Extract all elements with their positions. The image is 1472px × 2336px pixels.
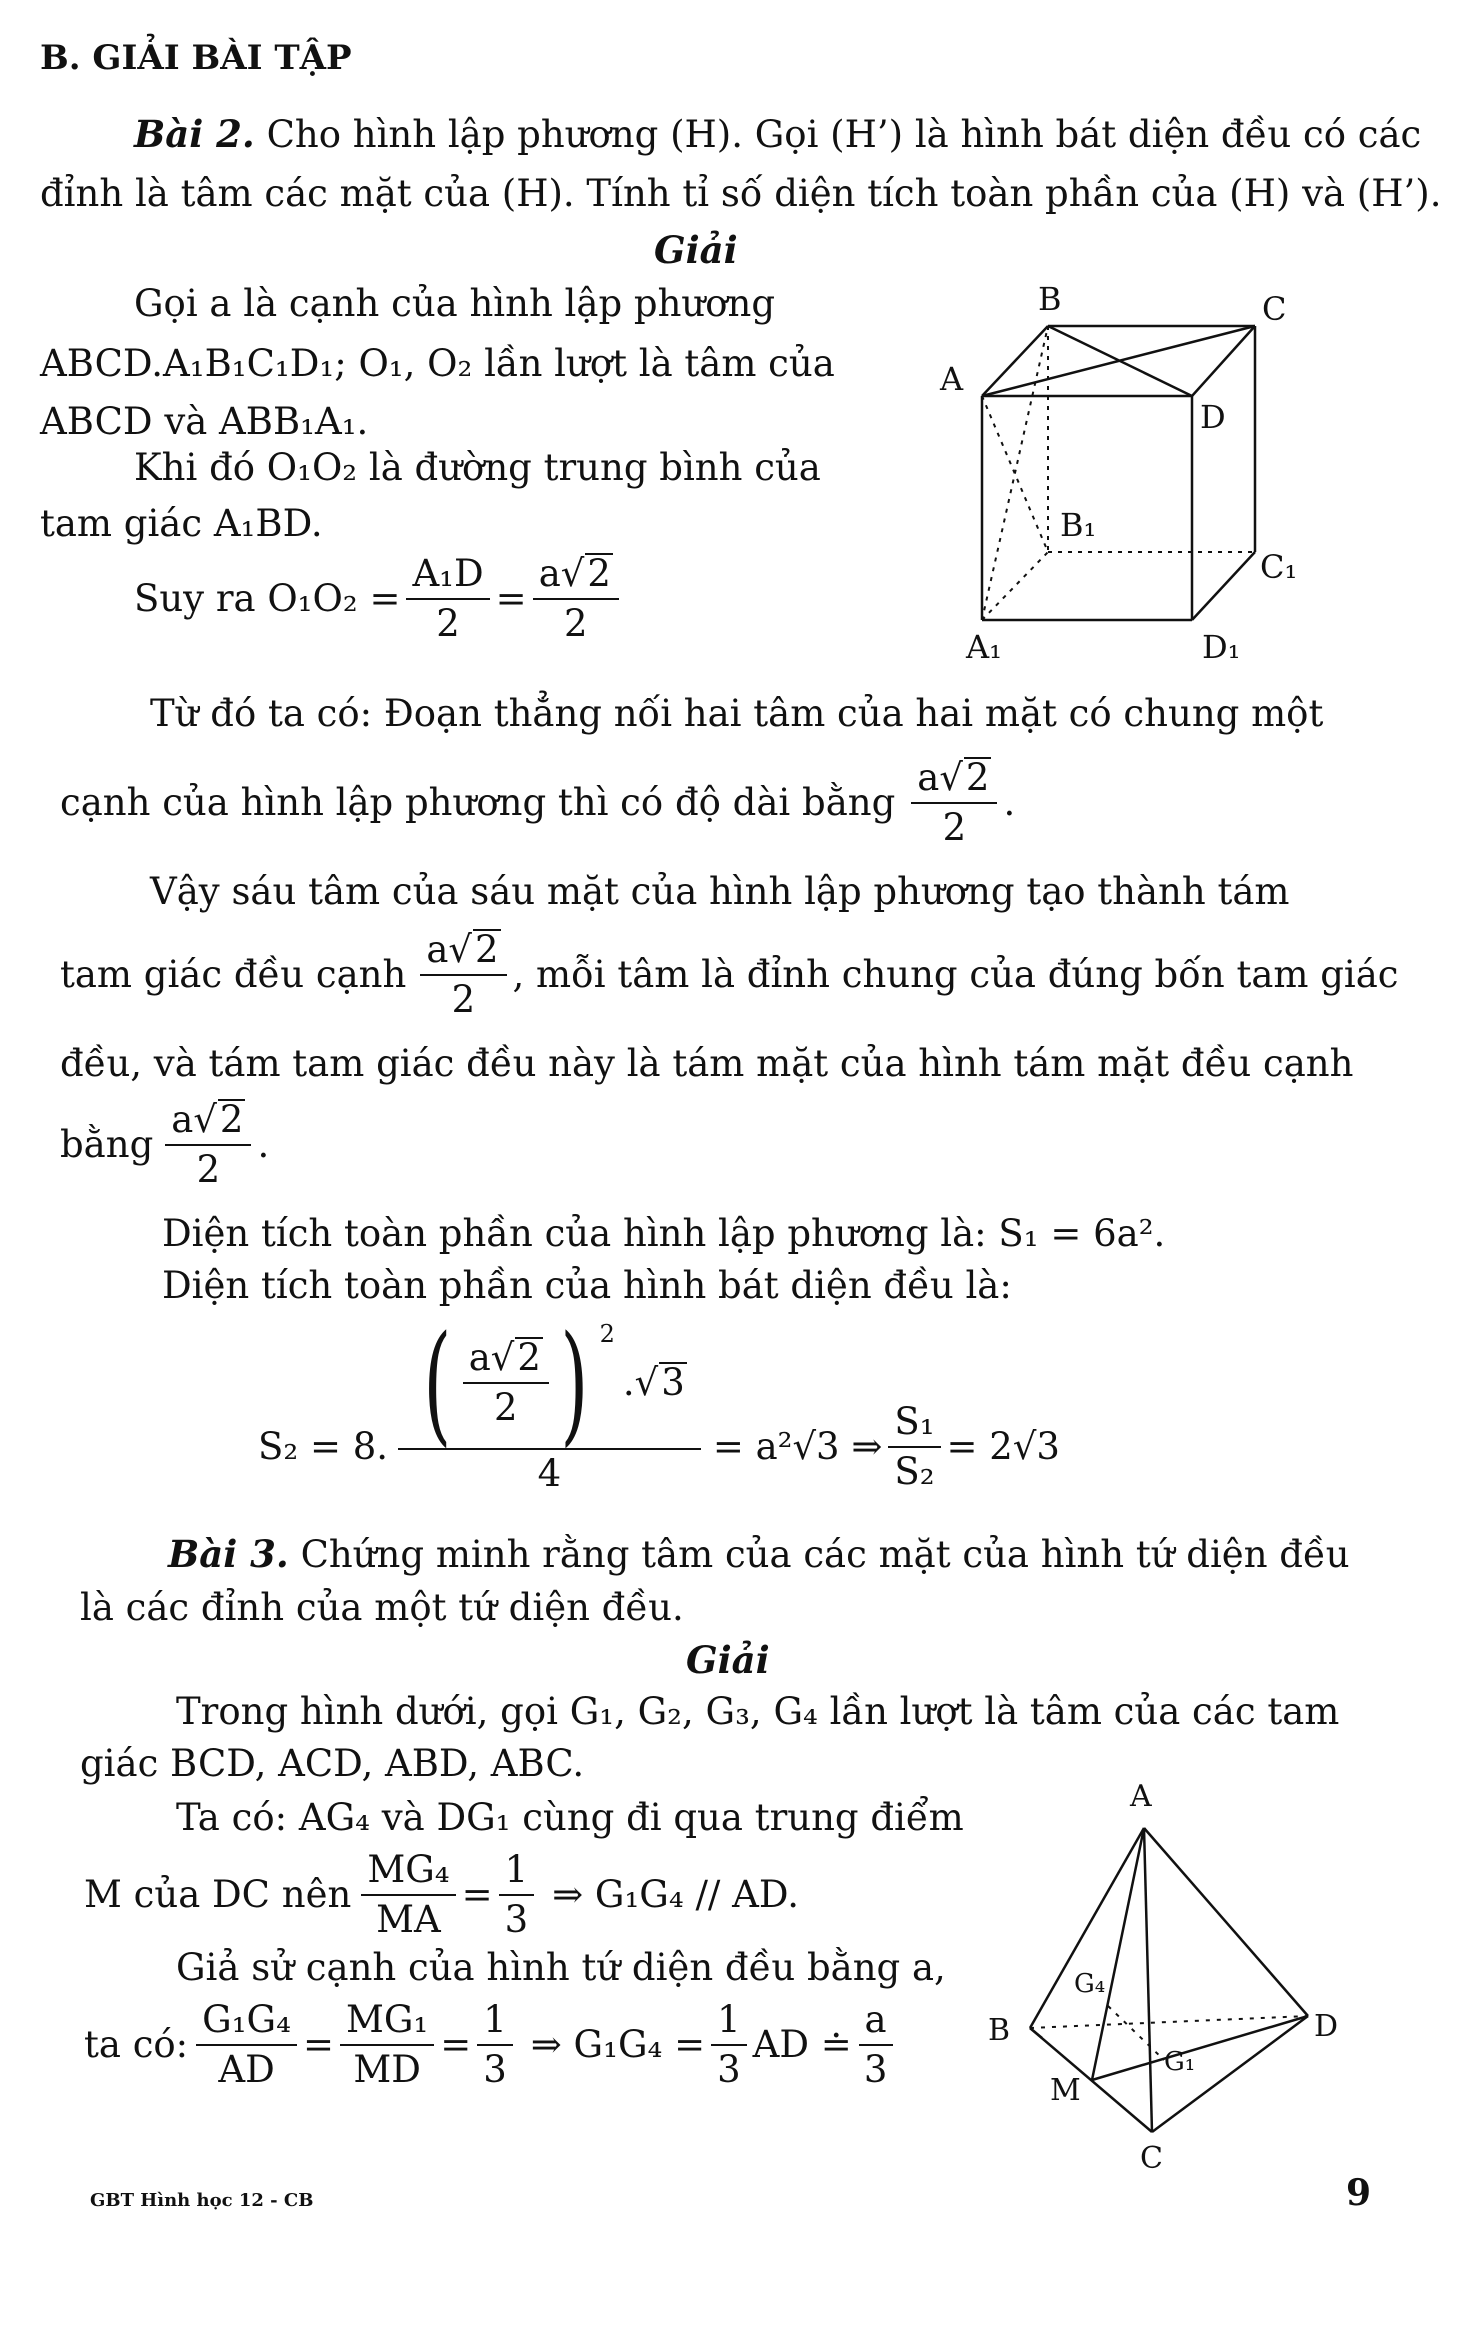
bai3-problem-text1: Chứng minh rằng tâm của các mặt của hình tứ diện đều [300,1533,1350,1576]
den-three: 3 [504,1898,529,1942]
label-D: D [1314,2009,1339,2044]
num-one: 1 [711,1998,747,2046]
result-mid: ⇒ G₁G₄ = [530,2023,706,2067]
edge-AC [1144,1828,1152,2132]
s2-main-fraction: ( $\frac{a√2}{2}$ ) 2 .√3 4 [398,1318,701,1496]
den-three: 3 [863,2048,888,2092]
fraction-g1g4-ad [196,1998,297,2093]
fraction-a-root2-over-2: $\frac{a√2}{2}$ [911,756,997,851]
num-g1g4: G₁G₄ [196,1998,297,2046]
vay-line1: Vậy sáu tâm của sáu mặt của hình lập phương tạo thành tám [150,870,1290,913]
bai2-label: Bài 2. [134,112,255,156]
diag-BD [1048,326,1192,396]
var-a: a [468,1335,491,1379]
bai3-label: Bài 3. [168,1532,289,1576]
exponent-2: 2 [599,1320,615,1348]
num-one: 1 [499,1848,535,1896]
ratio-result: = 2√3 [946,1425,1060,1468]
radicand: 2 [474,928,499,971]
label-C1: C₁ [1260,548,1298,586]
hidden-diag-AB1 [982,396,1048,552]
fraction-a1d-over-2 [406,552,489,647]
tu-do-line2: cạnh của hình lập phương thì có độ dài bằng $\frac{a√2}{2}$ . [60,756,1016,850]
frac-den: 2 [196,1148,221,1192]
label-A1: A₁ [966,628,1002,666]
ratio-fraction [888,1400,940,1495]
bai2-p2-line2: tam giác A₁BD. [40,502,323,545]
bai3-solution-heading: Giải [686,1638,770,1682]
section-heading: B. GIẢI BÀI TẬP [40,38,352,78]
vay-text2a: tam giác đều cạnh [60,953,407,997]
bai2-problem-line1 [134,112,1421,157]
hidden-G4G1 [1108,2006,1164,2060]
vay-text4: bằng [60,1123,154,1167]
edge-AB [982,326,1048,396]
fraction-one-third [711,1998,747,2093]
bai2-p2-line1: Khi đó O₁O₂ là đường trung bình của [134,446,821,489]
frac-den: 2 [451,978,476,1022]
vay-text2b: , mỗi tâm là đỉnh chung của đúng bốn tam giác [512,953,1399,997]
median-MD [1092,2016,1308,2080]
label-B1: B₁ [1060,506,1097,544]
s2-intro: Diện tích toàn phần của hình bát diện đều là: [162,1264,1012,1307]
tu-do-text: cạnh của hình lập phương thì có độ dài bằng [60,781,896,825]
frac-den: 2 [436,602,460,646]
cube-figure [930,268,1310,678]
fraction-mg1-md [340,1998,434,2093]
var-a: a [426,928,449,971]
fraction-a-root2-over-2: $\frac{a√2}{2}$ [165,1098,251,1193]
num-a: a [859,1998,893,2046]
label-C: C [1262,290,1287,328]
edge-CD [1192,326,1255,396]
num-mg1: MG₁ [340,1998,434,2046]
label-B: B [1038,280,1062,318]
den-ma: MA [376,1898,441,1942]
var-a: a [917,756,940,799]
bai3-p2-line1: Ta có: AG₄ và DG₁ cùng đi qua trung điểm [176,1796,964,1839]
fraction-a-third [858,1998,894,2093]
vay-line4: bằng $\frac{a√2}{2}$ . [60,1098,270,1192]
radicand-3: 3 [661,1360,685,1404]
bai3-p2-line2: M của DC nên $\frac{\text{MG₄}}{MA}$ = $\frac{1}{3}$ ⇒ G₁G₄ // AD. [84,1848,799,1942]
label-M: M [1050,2073,1081,2108]
hidden-edge-BD [1030,2016,1308,2028]
suy-ra-label: Suy ra O₁O₂ = [134,577,401,621]
bai3-p1-line2: giác BCD, ACD, ABD, ABC. [80,1742,585,1785]
footer-book-title: GBT Hình học 12 - CB [90,2190,314,2211]
label-D: D [1200,398,1226,436]
bai3-problem-line2: là các đỉnh của một tứ diện đều. [80,1586,684,1629]
s2-denominator: 4 [537,1452,562,1495]
ratio-num: S₁ [888,1400,940,1448]
radicand: 2 [587,552,611,595]
bai2-p1-line1: Gọi a là cạnh của hình lập phương [134,282,776,325]
frac-den: 2 [564,602,588,646]
radicand: 2 [965,756,990,799]
den-md: MD [353,2048,421,2092]
s2-formula [258,1307,1060,1496]
bai2-p1-line3: ABCD và ABB₁A₁. [40,400,369,443]
fraction-one-third [477,1998,513,2093]
edge-AD [1144,1828,1308,2016]
frac-num: A₁D [406,552,489,600]
inner-fraction: $\frac{a√2}{2}$ [463,1336,549,1431]
tetrahedron-figure [980,1770,1360,2170]
edge-BC [1030,2028,1152,2132]
bai3-p3-line1: Giả sử cạnh của hình tứ diện đều bằng a, [176,1946,946,1989]
bai2-problem-line2: đỉnh là tâm các mặt của (H). Tính tỉ số diện tích toàn phần của (H) và (H’). [40,172,1442,215]
bai2-p1-line2: ABCD.A₁B₁C₁D₁; O₁, O₂ lần lượt là tâm của [40,342,835,385]
den-three: 3 [717,2048,741,2092]
hidden-edge-A1B1 [982,552,1048,620]
var-a: a [171,1098,194,1141]
bai2-solution-heading: Giải [654,228,738,272]
frac-den: 2 [942,806,967,850]
label-C: C [1140,2141,1163,2170]
label-A: A [1130,1779,1152,1814]
fraction-one-third [499,1848,535,1943]
radicand: 2 [517,1335,541,1379]
ta-co-label: ta có: [84,2023,189,2067]
vay-line2 [60,928,1399,1023]
bai3-text: M của DC nên [84,1873,352,1917]
label-G1: G₁ [1164,2047,1196,2077]
ad-approx: AD ≐ [752,2023,852,2067]
fraction-a-root2-over-2: $\frac{a√2}{2}$ [533,552,619,647]
s2-result: = a²√3 ⇒ [712,1425,883,1468]
label-D1: D₁ [1202,628,1241,666]
bai2-problem-text1: Cho hình lập phương (H). Gọi (H’) là hình bát diện đều có các [266,113,1422,156]
den-ad: AD [218,2048,275,2092]
fraction-a-root2-over-2: $\frac{a√2}{2}$ [420,928,506,1023]
tu-do-line1: Từ đó ta có: Đoạn thẳng nối hai tâm của hai mặt có chung một [150,692,1324,735]
num-mg4: MG₄ [361,1848,455,1896]
s1-line: Diện tích toàn phần của hình lập phương là: S₁ = 6a². [162,1212,1166,1255]
s2-lhs: S₂ = 8. [258,1425,389,1468]
bai2-suy-ra-formula: Suy ra O₁O₂ = $\frac{\text{A₁D}}{2}$ = $\frac{a√2}{2}$ [134,552,625,647]
tick-mark [1030,2028,1042,2038]
bai3-p3-line2: ta có: $\frac{\text{G₁G₄}}{AD}$ = $\frac{\text{MG₁}}{MD}$ = $\frac{1}{3}$ ⇒ G₁G₄ = $\frac{1}{3}$ AD ≐ $\frac{a}{3}$ [84,1998,899,2093]
label-B: B [988,2013,1011,2048]
num-one: 1 [477,1998,513,2046]
edge-D1C1 [1192,552,1255,620]
label-A: A [940,360,964,398]
radicand: 2 [219,1098,244,1141]
vay-line3: đều, và tám tam giác đều này là tám mặt của hình tám mặt đều cạnh [60,1042,1354,1085]
frac-den: 2 [494,1386,518,1429]
ratio-den: S₂ [894,1450,935,1494]
label-G4: G₄ [1074,1969,1106,1999]
fraction-mg4-ma [361,1848,455,1943]
bai3-p1-line1: Trong hình dưới, gọi G₁, G₂, G₃, G₄ lần lượt là tâm của các tam [176,1690,1340,1733]
den-three: 3 [483,2048,507,2092]
bai3-problem-line1 [168,1532,1350,1577]
page-number: 9 [1346,2172,1372,2214]
bai3-result1: ⇒ G₁G₄ // AD. [552,1873,799,1917]
var-a: a [538,552,561,595]
median-AM [1092,1828,1144,2080]
